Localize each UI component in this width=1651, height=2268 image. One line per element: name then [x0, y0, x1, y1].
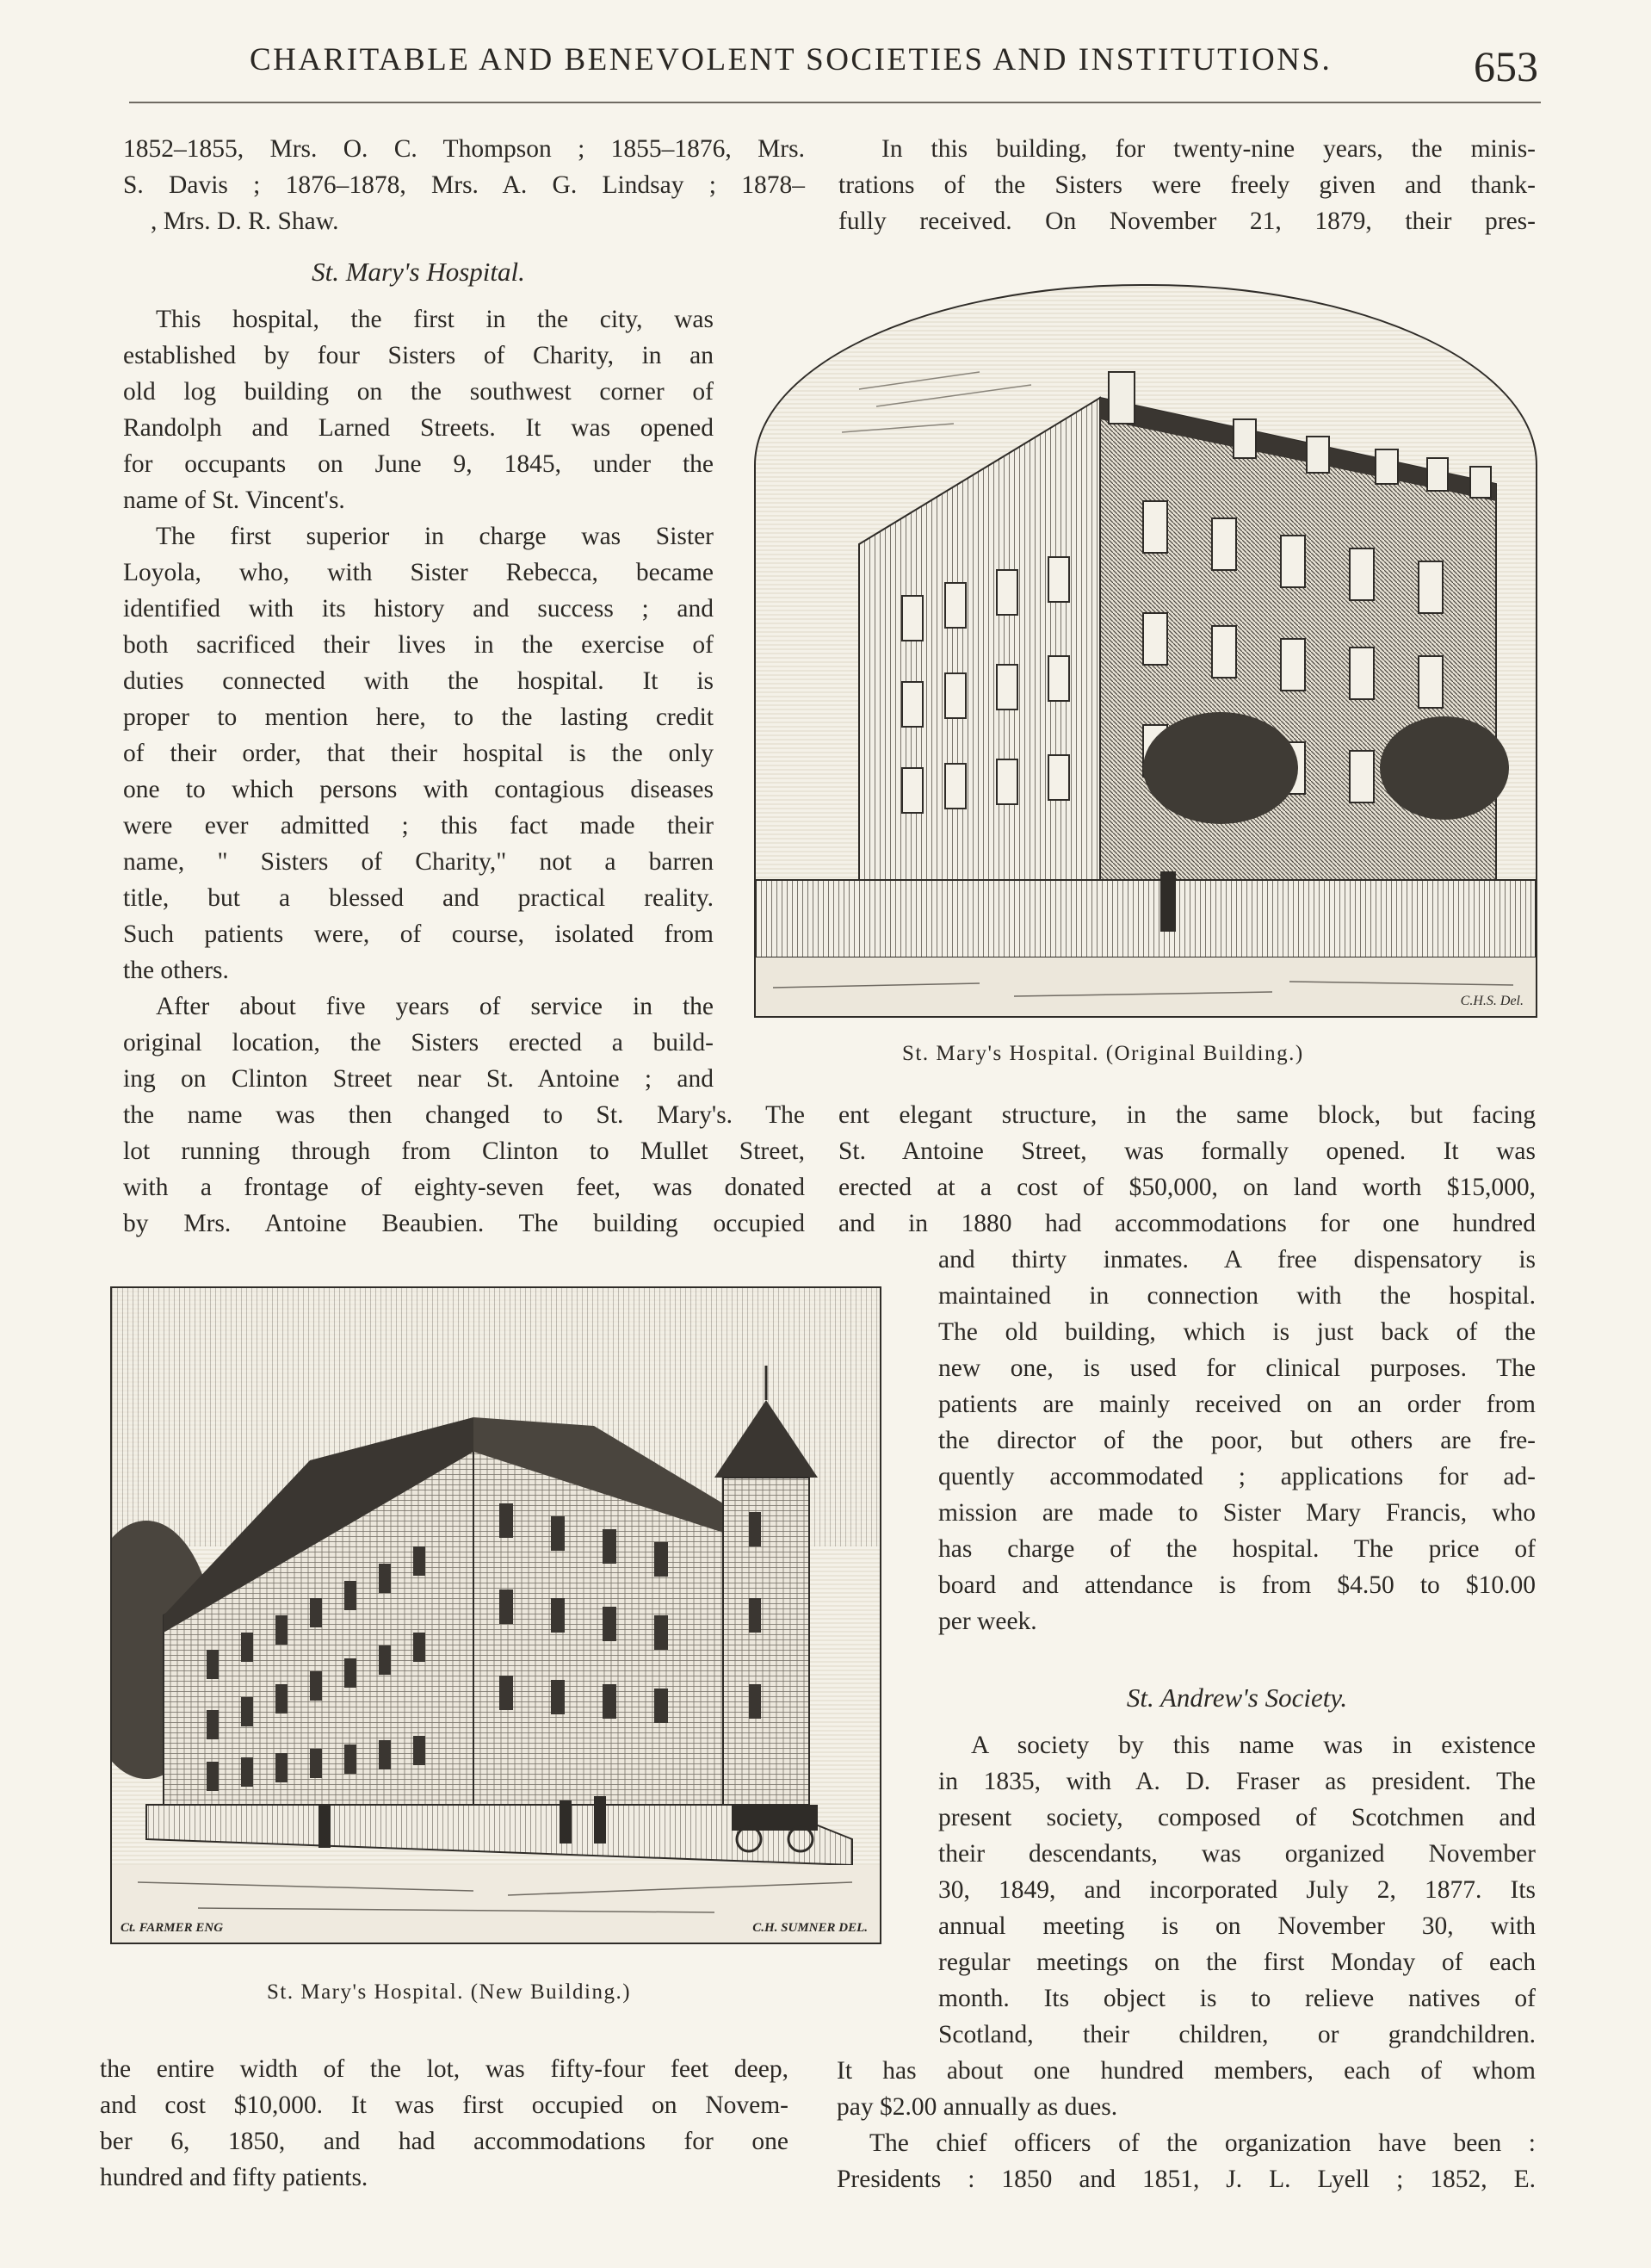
text-line: month. Its object is to relieve natives of: [938, 1985, 1536, 2012]
text-line: regular meetings on the first Monday of each: [938, 1949, 1536, 1976]
text-line: identified with its history and success ; and: [123, 595, 714, 623]
text-line: The first superior in charge was Sister: [156, 523, 714, 550]
text-line: Presidents : 1850 and 1851, J. L. Lyell ; 1852, E.: [837, 2166, 1536, 2193]
text-line: original location, the Sisters erected a build-: [123, 1029, 714, 1057]
engraving-original-building: [756, 286, 1536, 1016]
artist-signature: C.H. SUMNER DEL.: [752, 1921, 868, 1935]
text-line: A society by this name was in existence: [971, 1732, 1536, 1759]
text-line: the director of the poor, but others are fre-: [938, 1427, 1536, 1454]
text-line: lot running through from Clinton to Mullet Street,: [123, 1137, 805, 1165]
text-line: by Mrs. Antoine Beaubien. The building occupied: [123, 1210, 805, 1237]
text-line: 30, 1849, and incorporated July 2, 1877. Its: [938, 1876, 1536, 1904]
text-line: Scotland, their children, or grandchildren.: [938, 2021, 1536, 2048]
st-marys-para-2: [123, 518, 714, 988]
illustration-original-building: [754, 284, 1537, 1018]
text-line: and in 1880 had accommodations for one hundred: [838, 1210, 1536, 1237]
st-marys-para-3-wide: [123, 1097, 805, 1242]
text-line: patients are mainly received on an order from: [938, 1391, 1536, 1418]
text-line: the others.: [123, 957, 229, 984]
text-line: S. Davis ; 1876–1878, Mrs. A. G. Lindsay ; 1878–: [123, 171, 805, 199]
text-line: In this building, for twenty-nine years, the minis-: [881, 135, 1536, 163]
st-marys-para-3-continued: [100, 2051, 788, 2196]
text-line: duties connected with the hospital. It is: [123, 667, 714, 695]
header-rule: [129, 102, 1541, 103]
text-line: quently accommodated ; applications for ad-: [938, 1463, 1536, 1490]
text-line: established by four Sisters of Charity, in an: [123, 342, 714, 369]
text-line: has charge of the hospital. The price of: [938, 1535, 1536, 1563]
text-line: the entire width of the lot, was fifty-four feet deep,: [100, 2055, 788, 2083]
figure-caption-new: St. Mary's Hospital. (New Building.): [267, 1980, 632, 2004]
text-line: of their order, that their hospital is the only: [123, 740, 714, 767]
text-line: erected at a cost of $50,000, on land worth $15,000,: [838, 1174, 1536, 1201]
text-line: their descendants, was organized November: [938, 1840, 1536, 1868]
st-marys-continuation-narrow: [938, 1242, 1536, 1639]
st-andrews-para-1-narrow: [938, 1727, 1536, 2053]
text-line: proper to mention here, to the lasting credit: [123, 703, 714, 731]
text-line: one to which persons with contagious diseases: [123, 776, 714, 803]
engraving-new-building: [112, 1288, 880, 1943]
text-line: trations of the Sisters were freely given and thank-: [838, 171, 1536, 199]
artist-signature: C.H.S. Del.: [1460, 994, 1524, 1008]
text-line: board and attendance is from $4.50 to $10.00: [938, 1571, 1536, 1599]
page-number: 653: [1474, 42, 1538, 90]
text-line: This hospital, the first in the city, was: [156, 306, 714, 333]
text-line: After about five years of service in the: [156, 993, 714, 1020]
text-line: title, but a blessed and practical reality.: [123, 884, 714, 912]
st-marys-continuation-wide: [838, 1097, 1536, 1242]
right-top-paragraph: [838, 131, 1536, 239]
text-line: 1852–1855, Mrs. O. C. Thompson ; 1855–1876, Mrs.: [123, 135, 805, 163]
text-line: It has about one hundred members, each of whom: [837, 2057, 1536, 2085]
text-line: The chief officers of the organization have been :: [869, 2129, 1536, 2157]
text-line: per week.: [938, 1608, 1037, 1635]
running-header: CHARITABLE AND BENEVOLENT SOCIETIES AND INSTITUTIONS.: [250, 42, 1333, 77]
section-heading-st-andrews: St. Andrew's Society.: [1126, 1682, 1348, 1713]
text-line: the name was then changed to St. Mary's. The: [123, 1101, 805, 1129]
text-line: name, " Sisters of Charity," not a barren: [123, 848, 714, 876]
text-line: new one, is used for clinical purposes. The: [938, 1354, 1536, 1382]
text-line: in 1835, with A. D. Fraser as president. The: [938, 1768, 1536, 1795]
figure-caption-original: St. Mary's Hospital. (Original Building.): [902, 1042, 1304, 1065]
text-line: mission are made to Sister Mary Francis, who: [938, 1499, 1536, 1527]
text-line: ing on Clinton Street near St. Antoine ; and: [123, 1065, 714, 1093]
text-line: Such patients were, of course, isolated from: [123, 920, 714, 948]
text-line: annual meeting is on November 30, with: [938, 1912, 1536, 1940]
engraver-signature: Ct. FARMER ENG: [121, 1921, 224, 1935]
text-line: name of St. Vincent's.: [123, 486, 345, 514]
text-line: present society, composed of Scotchmen and: [938, 1804, 1536, 1831]
text-line: ent elegant structure, in the same block, but facing: [838, 1101, 1536, 1129]
text-line: Loyola, who, with Sister Rebecca, became: [123, 559, 714, 586]
text-line: ber 6, 1850, and had accommodations for one: [100, 2128, 788, 2155]
text-line: pay $2.00 annually as dues.: [837, 2093, 1118, 2121]
text-line: for occupants on June 9, 1845, under the: [123, 450, 714, 478]
text-line: and cost $10,000. It was first occupied on Novem-: [100, 2091, 788, 2119]
text-line: Randolph and Larned Streets. It was opened: [123, 414, 714, 442]
text-line: fully received. On November 21, 1879, their pres-: [838, 208, 1536, 235]
text-line: maintained in connection with the hospital.: [938, 1282, 1536, 1310]
text-line: with a frontage of eighty-seven feet, was donated: [123, 1174, 805, 1201]
st-andrews-para-1-wide: [837, 2053, 1536, 2125]
text-line: The old building, which is just back of the: [938, 1318, 1536, 1346]
section-heading-st-marys: St. Mary's Hospital.: [312, 257, 525, 287]
st-marys-para-1: [123, 301, 714, 518]
text-line: both sacrificed their lives in the exercise of: [123, 631, 714, 659]
st-andrews-para-2: [837, 2125, 1536, 2197]
text-line: , Mrs. D. R. Shaw.: [151, 208, 339, 235]
illustration-new-building: [110, 1286, 881, 1944]
text-line: St. Antoine Street, was formally opened. It was: [838, 1137, 1536, 1165]
text-line: were ever admitted ; this fact made their: [123, 812, 714, 840]
left-top-paragraph: [123, 131, 805, 239]
text-line: hundred and fifty patients.: [100, 2164, 368, 2191]
st-marys-para-3-narrow: [123, 988, 714, 1097]
text-line: old log building on the southwest corner of: [123, 378, 714, 406]
text-line: and thirty inmates. A free dispensatory is: [938, 1246, 1536, 1273]
